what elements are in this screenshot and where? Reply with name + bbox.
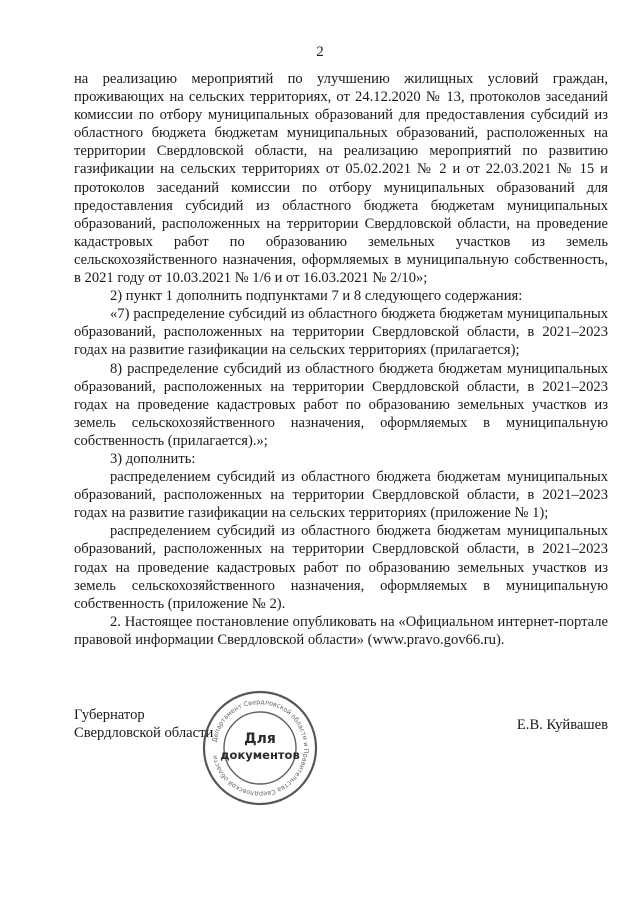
signatory-title-line: Губернатор xyxy=(74,707,145,723)
stamp-center-line: документов xyxy=(220,748,300,762)
paragraph: 8) распределение субсидий из областного бюджета бюджетам муниципальных образований, расположенных на территории Свердловской области, в 2021–2023 годах на проведение кадастровых работ по образованию земельных участков из земель сельскохозяйственного назначения, оформляемых в муниципальную собственность (прилагается).»; xyxy=(74,360,608,449)
page-number: 2 xyxy=(316,44,324,60)
paragraph: распределением субсидий из областного бюджета бюджетам муниципальных образований, расположенных на территории Свердловской области, в 2021–2023 годах на проведение кадастровых работ по образованию земельных участков из земель сельскохозяйственного назначения, оформляемых в муниципальную собственность (приложение № 2). xyxy=(74,523,608,612)
document-body xyxy=(74,70,608,649)
stamp-ring-text: Департамент Свердловской области и Правительства Свердловской области xyxy=(210,697,311,799)
paragraph: «7) распределение субсидий из областного бюджета бюджетам муниципальных образований, расположенных на территории Свердловской области, в 2021–2023 годах на развитие газификации на сельских территориях (прилагается); xyxy=(74,306,608,359)
signatory-name: Е.В. Куйвашев xyxy=(516,717,608,733)
stamp-center-line: Для xyxy=(244,731,276,747)
paragraph: 2. Настоящее постановление опубликовать на «Официальном интернет-портале правовой информации Свердловской области» (www.pravo.gov66.ru). xyxy=(74,613,608,648)
signatory-title-line: Свердловской области xyxy=(74,725,214,742)
signatory-title xyxy=(74,706,213,742)
signature-block xyxy=(74,706,608,746)
paragraph: 2) пункт 1 дополнить подпунктами 7 и 8 следующего содержания: xyxy=(110,288,523,305)
paragraph: на реализацию мероприятий по улучшению жилищных условий граждан, проживающих на сельских территориях, от 24.12.2020 № 13, протоколов заседаний комиссии по отбору муниципальных образований для предоставления субсидий из областного бюджета бюджетам муниципальных образований, расположенных на территории Свердловской области, на реализацию мероприятий по развитию газификации на сельских территориях от 05.02.2021 № 2 и от 22.03.2021 № 15 и протоколов заседаний комиссии по отбору муниципальных образований для предоставления субсидий из областного бюджета бюджетам муниципальных образований, расположенных на территории Свердловской области, на проведение кадастровых работ по образованию земельных участков из земель сельскохозяйственного назначения, оформляемых в муниципальную собственность, в 2021 году от 10.03.2021 № 1/6 и от 16.03.2021 № 2/10»; xyxy=(74,71,608,287)
round-seal-stamp xyxy=(200,688,320,808)
paragraph: 3) дополнить: xyxy=(110,450,196,467)
paragraph: распределением субсидий из областного бюджета бюджетам муниципальных образований, расположенных на территории Свердловской области, в 2021–2023 годах на развитие газификации на сельских территориях (приложение № 1); xyxy=(74,469,608,522)
